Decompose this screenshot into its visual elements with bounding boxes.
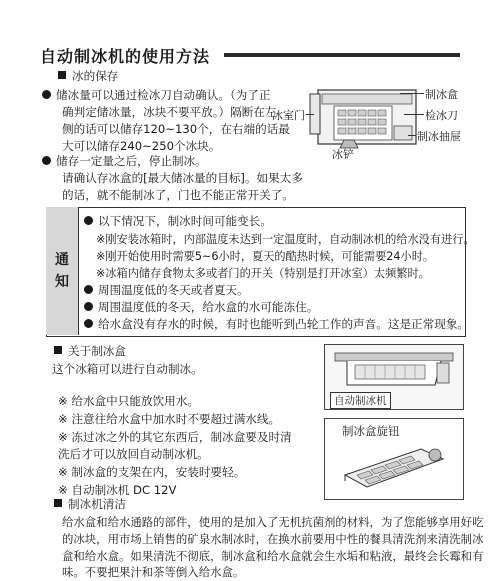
bullet-icon <box>42 156 51 165</box>
storage-bullet-1-line-3: 侧的话可以储存120~130个，在右端的话最 <box>62 122 290 136</box>
square-bullet-icon <box>58 71 66 79</box>
ice-maker-label: 自动制冰机 <box>330 392 391 409</box>
cleaning-line-2: 的冰块，用市场上销售的矿泉水制冰时，在换水前要用中性的餐具清洗剂来清洗制冰 <box>62 532 484 546</box>
bullet-icon <box>84 302 93 311</box>
bullet-icon <box>84 319 93 328</box>
bullet-icon <box>84 285 93 294</box>
storage-bullet-2-line-2: 请确认存冰盒的[最大储冰量的目标]。如果太多 <box>62 171 303 185</box>
cleaning-heading: 制冰机清洁 <box>54 496 126 513</box>
storage-bullet-1-line-2: 确判定储冰量，冰块不要平放。）隔断在左 <box>62 105 277 119</box>
ice-tray-label: 制冰盒 <box>425 88 458 101</box>
title-rule <box>224 53 460 57</box>
notice-bullet-2: 周围温度低的冬天或者夏天。 <box>84 282 249 299</box>
bullet-icon <box>42 90 51 99</box>
cleaning-line-1: 给水盒和给水通路的部件，使用的是加入了无机抗菌剂的材料，为了您能够享用好吃 <box>62 515 484 529</box>
notice-sub-1: ※刚安装冰箱时，内部温度未达到一定温度时，自动制冰机的给水没有进行。 <box>96 233 475 246</box>
square-bullet-icon <box>54 346 62 354</box>
notice-bullet-1: 以下情况下，制冰时间可能变长。 <box>84 213 272 230</box>
notice-label <box>46 207 79 335</box>
ice-drawer-pointer <box>408 135 416 136</box>
cleaning-line-4: 味。不要把果汁和茶等倒入给水盒。 <box>62 565 245 579</box>
notice-bullet-4: 给水盒没有存水的时候，有时也能听到凸轮工作的声音。这是正常现象。 <box>84 316 469 333</box>
ice-detector-label: 检冰刀 <box>425 109 458 122</box>
notice-label-char-1: 通 <box>55 252 69 268</box>
storage-bullet-1-line-4: 大可以储存240~250个冰块。 <box>62 139 221 153</box>
storage-heading: 冰的保存 <box>58 68 118 85</box>
ice-tray-pointer <box>400 93 424 94</box>
storage-bullet-2-line-3: 的话，就不能制冰了，门也不能正常开关了。 <box>62 188 294 202</box>
ice-door-pointer <box>306 114 314 115</box>
icebox-note-3: ※ 冻过冰之外的其它东西后，制冰盒要及时清 <box>58 430 292 444</box>
icebox-intro: 这个冰箱可以进行自动制冰。 <box>52 362 203 376</box>
icebox-heading: 关于制冰盒 <box>54 343 126 360</box>
ice-tray-knob-label: 制冰盒旋钮 <box>342 424 400 438</box>
notice-bullet-3: 周围温度低的冬天，给水盒的水可能冻住。 <box>84 299 318 316</box>
icebox-note-4: ※ 制冰盒的支架在内，安装时要轻。 <box>58 465 246 479</box>
square-bullet-icon <box>54 499 62 507</box>
icebox-note-5: ※ 自动制冰机 DC 12V <box>58 483 177 497</box>
ice-scoop-label: 冰铲 <box>332 148 354 161</box>
icebox-note-2: ※ 注意往给水盒中加水时不要超过满水线。 <box>58 412 281 426</box>
storage-bullet-2-line-1: 储存一定量之后，停止制冰。 <box>42 153 207 170</box>
icebox-note-3-cont: 洗后才可以放回自动制冰机。 <box>58 447 209 461</box>
ice-detector-pointer <box>404 114 424 115</box>
icebox-note-1: ※ 给水盒中只能放饮用水。 <box>58 394 199 408</box>
ice-compartment-illustration <box>304 86 422 150</box>
cleaning-line-3: 盒和给水盒。如果清洗不彻底，制冰盒和给水盒就会生水垢和粘液，最终会长霉和有 <box>62 549 484 563</box>
notice-sub-2: ※刚开始使用时需要5~6小时，夏天的酷热时候，可能需要24小时。 <box>96 250 435 263</box>
notice-label-char-2: 知 <box>55 274 69 290</box>
bullet-icon <box>84 216 93 225</box>
ice-door-label: 冰室门 <box>272 109 305 122</box>
page-title: 自动制冰机的使用方法 <box>40 47 211 66</box>
notice-sub-3: ※冰箱内储存食物太多或者门的开关（特别是打开冰室）太频繁时。 <box>96 267 430 280</box>
ice-drawer-label: 制冰抽屉 <box>417 130 461 143</box>
storage-bullet-1-line-1: 储冰量可以通过检冰刀自动确认。（为了正 <box>42 87 270 104</box>
